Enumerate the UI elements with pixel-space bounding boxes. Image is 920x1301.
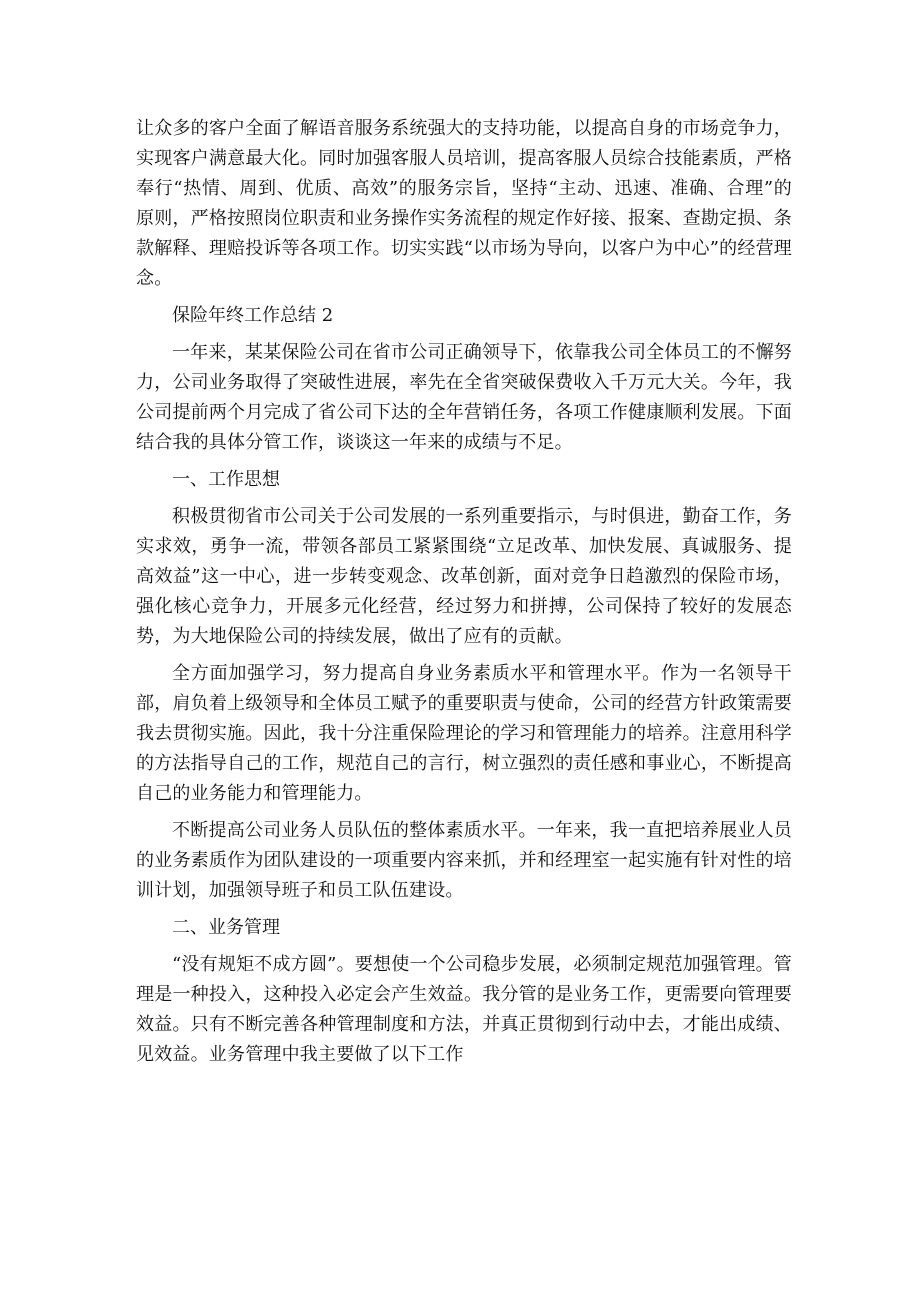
document-page: [136, 114, 792, 1077]
paragraph-work-thinking: 积极贯彻省市公司关于公司发展的一系列重要指示，与时俱进，勤奋工作，务实求效，勇争一流，带领各部员工紧紧围绕“立足改革、加快发展、真诚服务、提高效益”这一中心，进一步转变观念、改革创新，面对竞争日趋激烈的保险市场，强化核心竞争力，开展多元化经营，经过努力和拼搏，公司保持了较好的发展态势，为大地保险公司的持续发展，做出了应有的贡献。: [136, 506, 792, 647]
section-title-summary-2: 保险年终工作总结 2: [172, 305, 334, 326]
paragraph-intro-continued: 让众多的客户全面了解语音服务系统强大的支持功能，以提高自身的市场竞争力，实现客户满意最大化。同时加强客服人员培训，提高客服人员综合技能素质，严格奉行“热情、周到、优质、高效”的服务宗旨，坚持“主动、迅速、准确、合理”的原则，严格按照岗位职责和业务操作实务流程的规定作好接、报案、查勘定损、条款解释、理赔投诉等各项工作。切实实践“以市场为导向，以客户为中心”的经营理念。: [136, 118, 792, 289]
paragraph-business-management: “没有规矩不成方圆”。要想使一个公司稳步发展，必须制定规范加强管理。管理是一种投入，这种投入必定会产生效益。我分管的是业务工作，更需要向管理要效益。只有不断完善各种管理制度和方法，并真正贯彻到行动中去，才能出成绩、见效益。业务管理中我主要做了以下工作: [136, 954, 792, 1065]
paragraph-overview: 一年来，某某保险公司在省市公司正确领导下，依靠我公司全体员工的不懈努力，公司业务取得了突破性进展，率先在全省突破保费收入千万元大关。今年，我公司提前两个月完成了省公司下达的全年营销任务，各项工作健康顺利发展。下面结合我的具体分管工作，谈谈这一年来的成绩与不足。: [136, 342, 792, 453]
paragraph-learning: 全方面加强学习，努力提高自身业务素质水平和管理水平。作为一名领导干部，肩负着上级领导和全体员工赋予的重要职责与使命，公司的经营方针政策需要我去贯彻实施。因此，我十分注重保险理论的学习和管理能力的培养。注意用科学的方法指导自己的工作，规范自己的言行，树立强烈的责任感和事业心，不断提高自己的业务能力和管理能力。: [136, 663, 792, 804]
heading-work-thinking: 一、工作思想: [172, 469, 280, 490]
paragraph-staff-quality: 不断提高公司业务人员队伍的整体素质水平。一年来，我一直把培养展业人员的业务素质作为团队建设的一项重要内容来抓，并和经理室一起实施有针对性的培训计划，加强领导班子和员工队伍建设。: [136, 820, 792, 901]
heading-business-management: 二、业务管理: [172, 917, 280, 938]
